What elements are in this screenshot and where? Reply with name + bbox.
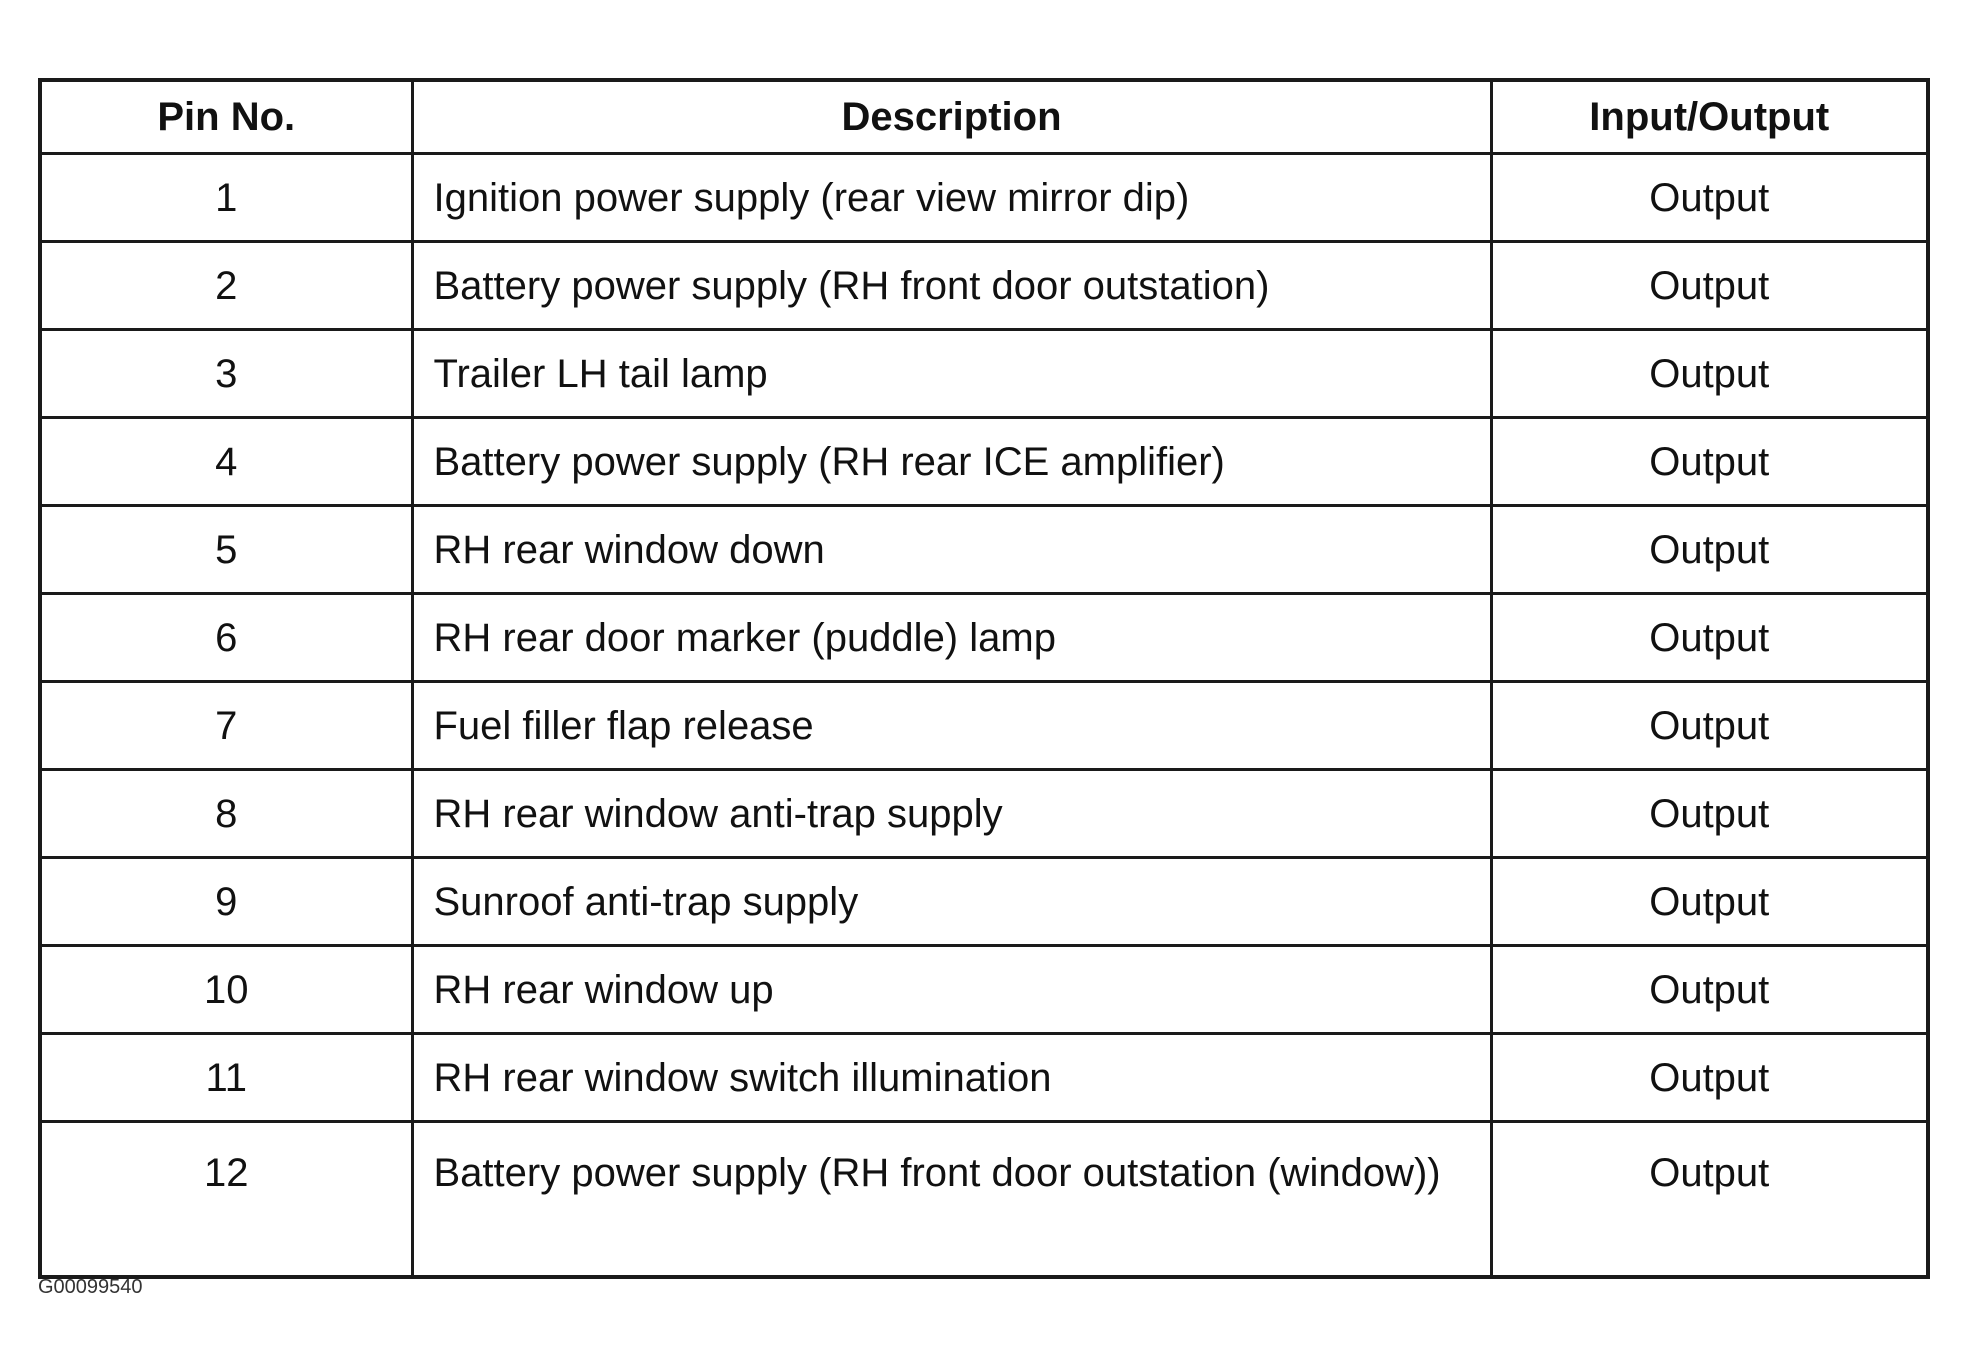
description-cell: RH rear window switch illumination bbox=[412, 1034, 1491, 1122]
table-row bbox=[40, 418, 1928, 506]
input-output-cell: Output bbox=[1491, 330, 1928, 418]
table-row bbox=[40, 858, 1928, 946]
input-output-cell: Output bbox=[1491, 946, 1928, 1034]
table-row bbox=[40, 1122, 1928, 1278]
pin-number-cell: 2 bbox=[40, 242, 412, 330]
input-output-cell: Output bbox=[1491, 506, 1928, 594]
table-row bbox=[40, 330, 1928, 418]
table-row bbox=[40, 594, 1928, 682]
description-cell: RH rear door marker (puddle) lamp bbox=[412, 594, 1491, 682]
description-cell: Battery power supply (RH rear ICE amplifier) bbox=[412, 418, 1491, 506]
pin-number-cell: 1 bbox=[40, 154, 412, 242]
table-row bbox=[40, 682, 1928, 770]
description-cell: RH rear window down bbox=[412, 506, 1491, 594]
description-cell: Fuel filler flap release bbox=[412, 682, 1491, 770]
header-description: Description bbox=[412, 80, 1491, 154]
pin-number-cell: 12 bbox=[40, 1122, 412, 1278]
pin-number-cell: 11 bbox=[40, 1034, 412, 1122]
pin-number-cell: 4 bbox=[40, 418, 412, 506]
description-cell: Trailer LH tail lamp bbox=[412, 330, 1491, 418]
table-row bbox=[40, 1034, 1928, 1122]
pin-number-cell: 5 bbox=[40, 506, 412, 594]
header-pin-no: Pin No. bbox=[40, 80, 412, 154]
header-input-output: Input/Output bbox=[1491, 80, 1928, 154]
input-output-cell: Output bbox=[1491, 154, 1928, 242]
input-output-cell: Output bbox=[1491, 682, 1928, 770]
input-output-cell: Output bbox=[1491, 1122, 1928, 1278]
table-row bbox=[40, 770, 1928, 858]
table-row bbox=[40, 946, 1928, 1034]
pin-number-cell: 10 bbox=[40, 946, 412, 1034]
description-cell: Battery power supply (RH front door outstation) bbox=[412, 242, 1491, 330]
table-row bbox=[40, 154, 1928, 242]
pin-number-cell: 8 bbox=[40, 770, 412, 858]
input-output-cell: Output bbox=[1491, 418, 1928, 506]
input-output-cell: Output bbox=[1491, 594, 1928, 682]
description-cell: RH rear window anti-trap supply bbox=[412, 770, 1491, 858]
pin-number-cell: 9 bbox=[40, 858, 412, 946]
description-cell: Battery power supply (RH front door outstation (window)) bbox=[412, 1122, 1491, 1278]
input-output-cell: Output bbox=[1491, 858, 1928, 946]
description-cell: Sunroof anti-trap supply bbox=[412, 858, 1491, 946]
pin-description-table bbox=[38, 78, 1930, 1279]
figure-id-label: G00099540 bbox=[38, 1276, 143, 1298]
input-output-cell: Output bbox=[1491, 1034, 1928, 1122]
description-cell: Ignition power supply (rear view mirror dip) bbox=[412, 154, 1491, 242]
input-output-cell: Output bbox=[1491, 770, 1928, 858]
pin-number-cell: 7 bbox=[40, 682, 412, 770]
table-row bbox=[40, 242, 1928, 330]
input-output-cell: Output bbox=[1491, 242, 1928, 330]
pin-number-cell: 3 bbox=[40, 330, 412, 418]
table-header-row bbox=[40, 80, 1928, 154]
description-cell: RH rear window up bbox=[412, 946, 1491, 1034]
table-row bbox=[40, 506, 1928, 594]
pin-number-cell: 6 bbox=[40, 594, 412, 682]
